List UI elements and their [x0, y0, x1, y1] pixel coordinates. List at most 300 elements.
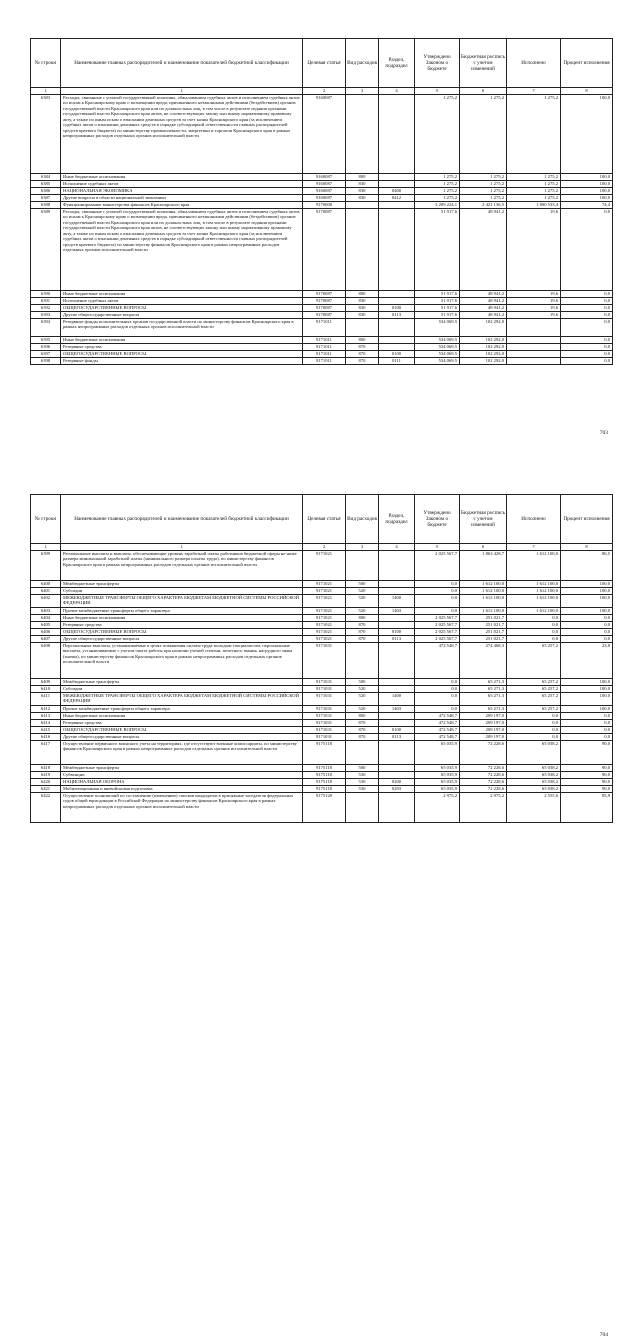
cell-name: Иные бюджетные ассигнования	[61, 173, 303, 180]
cell-exptype	[346, 94, 379, 173]
cell-spend: 1 275,2	[460, 187, 507, 194]
cell-percent: 0,0	[561, 311, 613, 318]
header-section: Раздел, подраздел	[379, 495, 415, 544]
cell-num: 6403	[31, 607, 61, 614]
header-percent: Процент исполнения	[561, 39, 613, 88]
cell-section	[379, 173, 415, 180]
cell-spend: 209 197,0	[460, 726, 507, 733]
table-row	[31, 792, 613, 822]
cell-section	[379, 614, 415, 621]
cell-name: Расходы, связанные с уплатой государственной пошлины, обжалованием судебных актов и исполнением судебных актов по искам к Красноярскому краю о возмещении вреда, причиненного незаконными действиями (бездействием) органов государственной власти Красноярского края или их должностных лиц, в том числе в результате издания органами государственной власти Красноярского края актов, не соответствующих закону или иному нормативному правовому акту, а также по иным искам о взыскании денежных средств за счет казны Красноярского края (за исключением судебных актов о взыскании денежных средств в порядке субсидиарной ответственности главных распорядителей средств краевого бюджета) по министерству промышленности, энергетики и торговли Красноярского края в рамках непрограммных расходов отдельных органов исполнительной власти	[61, 94, 303, 173]
cell-section	[379, 740, 415, 764]
cell-num: 6421	[31, 785, 61, 792]
cell-executed: 0,0	[507, 733, 561, 740]
cell-approved: 0,0	[415, 705, 460, 712]
cell-spend: 72 228,6	[460, 785, 507, 792]
colnum: 4	[379, 88, 415, 95]
table-row	[31, 194, 613, 201]
cell-approved: 534 069,5	[415, 350, 460, 357]
cell-approved: 65 035,9	[415, 778, 460, 785]
cell-name: Иные бюджетные ассигнования	[61, 290, 303, 297]
cell-target: 9171031	[303, 678, 346, 685]
table-header	[31, 39, 613, 95]
cell-exptype: 800	[346, 173, 379, 180]
cell-num: 6419	[31, 771, 61, 778]
cell-approved: 2 025 567,7	[415, 614, 460, 621]
cell-target: 9171011	[303, 336, 346, 343]
cell-executed: 0,0	[507, 719, 561, 726]
cell-target: 9160087	[303, 173, 346, 180]
cell-name: Другие общегосударственные вопросы	[61, 733, 303, 740]
cell-percent: 100,0	[561, 173, 613, 180]
cell-percent: 0,0	[561, 621, 613, 628]
cell-target: 9170087	[303, 311, 346, 318]
cell-target: 9175118	[303, 740, 346, 764]
cell-spend: 48 941,2	[460, 311, 507, 318]
cell-name: Прочие межбюджетные трансферты общего характера	[61, 705, 303, 712]
cell-num: 6390	[31, 290, 61, 297]
cell-percent: 86,5	[561, 550, 613, 580]
cell-target: 9171021	[303, 635, 346, 642]
cell-approved: 534 069,5	[415, 343, 460, 350]
cell-executed: 0,0	[507, 635, 561, 642]
cell-spend: 1 275,2	[460, 94, 507, 173]
cell-name: Прочие межбюджетные трансферты общего характера	[61, 607, 303, 614]
cell-approved: 1 275,2	[415, 180, 460, 187]
table-row	[31, 628, 613, 635]
header-target: Целевая статья	[303, 39, 346, 88]
cell-executed: 1 275,2	[507, 194, 561, 201]
cell-approved: 1 275,2	[415, 173, 460, 180]
cell-executed	[507, 357, 561, 364]
cell-approved: 534 069,5	[415, 318, 460, 336]
cell-percent: 0,0	[561, 297, 613, 304]
colnum: 1	[31, 544, 61, 551]
cell-exptype: 870	[346, 719, 379, 726]
table-row	[31, 304, 613, 311]
cell-executed: 65 257,2	[507, 692, 561, 705]
colnum: 7	[507, 544, 561, 551]
cell-section: 0100	[379, 350, 415, 357]
cell-name: Другие общегосударственные вопросы	[61, 635, 303, 642]
cell-name: ОБЩЕГОСУДАРСТВЕННЫЕ ВОПРОСЫ	[61, 726, 303, 733]
header-num: № строки	[31, 495, 61, 544]
cell-executed: 19,6	[507, 290, 561, 297]
cell-approved: 0,0	[415, 685, 460, 692]
cell-spend: 65 271,3	[460, 685, 507, 692]
cell-exptype: 530	[346, 785, 379, 792]
cell-num: 6412	[31, 705, 61, 712]
cell-percent: 0,0	[561, 304, 613, 311]
cell-section: 0100	[379, 628, 415, 635]
cell-approved: 65 035,9	[415, 771, 460, 778]
cell-section: 0113	[379, 733, 415, 740]
cell-section: 0113	[379, 311, 415, 318]
cell-exptype: 800	[346, 290, 379, 297]
cell-executed: 0,0	[507, 726, 561, 733]
cell-spend: 2 975,2	[460, 792, 507, 822]
cell-num: 6400	[31, 580, 61, 587]
cell-percent: 100,0	[561, 194, 613, 201]
cell-spend: 65 271,3	[460, 705, 507, 712]
cell-target: 9171011	[303, 350, 346, 357]
cell-percent: 90,0	[561, 778, 613, 785]
colnum: 3	[346, 544, 379, 551]
cell-executed: 1 275,2	[507, 180, 561, 187]
cell-executed: 65 038,2	[507, 785, 561, 792]
cell-section	[379, 792, 415, 822]
cell-section: 1403	[379, 607, 415, 614]
cell-exptype	[346, 550, 379, 580]
cell-approved: 65 035,9	[415, 740, 460, 764]
cell-section: 0200	[379, 778, 415, 785]
header-name: Наименование главных распорядителей и наименование показателей бюджетной классификации	[61, 39, 303, 88]
table-row	[31, 336, 613, 343]
table-row	[31, 180, 613, 187]
cell-section	[379, 685, 415, 692]
colnum: 2	[303, 544, 346, 551]
cell-executed: 1 275,2	[507, 187, 561, 194]
cell-approved: 472 548,7	[415, 733, 460, 740]
cell-section	[379, 94, 415, 173]
cell-percent: 100,0	[561, 607, 613, 614]
cell-percent: 100,0	[561, 678, 613, 685]
cell-executed: 19,6	[507, 297, 561, 304]
cell-spend: 251 021,7	[460, 628, 507, 635]
cell-percent: 23,8	[561, 642, 613, 678]
cell-percent: 74,4	[561, 201, 613, 208]
cell-executed: 65 038,2	[507, 778, 561, 785]
table-row	[31, 290, 613, 297]
cell-percent: 85,9	[561, 792, 613, 822]
table-row	[31, 343, 613, 350]
table-body	[31, 550, 613, 822]
cell-num: 6391	[31, 297, 61, 304]
table-row	[31, 607, 613, 614]
cell-spend: 1 863 428,7	[460, 550, 507, 580]
cell-spend: 1 275,2	[460, 180, 507, 187]
cell-percent: 90,0	[561, 764, 613, 771]
cell-exptype	[346, 318, 379, 336]
table-row	[31, 764, 613, 771]
cell-spend: 2 421 136,5	[460, 201, 507, 208]
cell-approved: 65 035,9	[415, 764, 460, 771]
header-target: Целевая статья	[303, 495, 346, 544]
cell-num: 6386	[31, 187, 61, 194]
cell-percent: 0,0	[561, 343, 613, 350]
page-number: 704	[599, 1332, 608, 1338]
table-row	[31, 621, 613, 628]
cell-percent: 0,0	[561, 318, 613, 336]
cell-approved: 2 025 567,7	[415, 635, 460, 642]
colnum: 6	[460, 544, 507, 551]
cell-target: 9171021	[303, 594, 346, 607]
cell-name: Другие вопросы в области национальной экономики	[61, 194, 303, 201]
cell-spend: 102 292,0	[460, 318, 507, 336]
cell-name: Резервные фонды исполнительных органов государственной власти по министерству финансов Красноярского края в рамках непрограммных расходов отдельных органов исполнительной власти	[61, 318, 303, 336]
cell-exptype: 870	[346, 357, 379, 364]
cell-name: НАЦИОНАЛЬНАЯ ЭКОНОМИКА	[61, 187, 303, 194]
cell-section	[379, 642, 415, 678]
cell-spend: 48 941,2	[460, 208, 507, 290]
cell-target: 9171031	[303, 726, 346, 733]
cell-num: 6406	[31, 628, 61, 635]
cell-num: 6413	[31, 712, 61, 719]
cell-section	[379, 580, 415, 587]
colnum: 4	[379, 544, 415, 551]
cell-spend: 65 271,3	[460, 678, 507, 685]
cell-target: 9170087	[303, 304, 346, 311]
colnum: 1	[61, 88, 303, 95]
cell-section	[379, 180, 415, 187]
cell-num: 6392	[31, 304, 61, 311]
cell-executed: 65 038,2	[507, 764, 561, 771]
cell-percent: 90,0	[561, 771, 613, 778]
cell-target: 9171031	[303, 712, 346, 719]
cell-name: Резервные средства	[61, 621, 303, 628]
cell-name: Иные бюджетные ассигнования	[61, 336, 303, 343]
table-row	[31, 778, 613, 785]
header-exptype: Вид расходов	[346, 495, 379, 544]
table-row	[31, 692, 613, 705]
cell-target: 9171031	[303, 733, 346, 740]
cell-approved: 2 025 567,7	[415, 550, 460, 580]
cell-name: Расходы, связанные с уплатой государственной пошлины, обжалованием судебных актов и исполнением судебных актов по искам к Красноярскому краю о возмещении вреда, причиненного незаконными действиями (бездействием) органов государственной власти Красноярского края или их должностных лиц, в том числе в результате издания органами государственной власти Красноярского края актов, не соответствующих закону или иному нормативному правовому акту, а также по иным искам о взыскании денежных средств за счет казны Красноярского края (за исключением судебных актов о взыскании денежных средств в порядке субсидиарной ответственности главных распорядителей средств краевого бюджета) по министерству финансов Красноярского края в рамках непрограммных расходов отдельных органов исполнительной власти	[61, 208, 303, 290]
cell-section	[379, 318, 415, 336]
cell-spend: 209 197,0	[460, 733, 507, 740]
cell-target: 9171021	[303, 614, 346, 621]
cell-num: 6420	[31, 778, 61, 785]
table-row	[31, 740, 613, 764]
cell-target: 9171031	[303, 685, 346, 692]
cell-exptype: 830	[346, 311, 379, 318]
cell-spend: 274 468,3	[460, 642, 507, 678]
document-page-704	[0, 452, 640, 1338]
cell-executed: 1 612 100,0	[507, 580, 561, 587]
cell-executed	[507, 343, 561, 350]
cell-approved: 0,0	[415, 678, 460, 685]
cell-percent: 0,0	[561, 208, 613, 290]
cell-spend: 1 275,2	[460, 173, 507, 180]
cell-num: 6401	[31, 587, 61, 594]
cell-exptype: 800	[346, 712, 379, 719]
table-row	[31, 201, 613, 208]
cell-executed: 19,6	[507, 304, 561, 311]
header-spend: Бюджетная роспись с учетом изменений	[460, 495, 507, 544]
cell-spend: 48 941,2	[460, 290, 507, 297]
cell-target: 9175118	[303, 778, 346, 785]
cell-section: 1400	[379, 692, 415, 705]
cell-executed: 65 257,2	[507, 705, 561, 712]
colnum: 8	[561, 544, 613, 551]
table-row	[31, 208, 613, 290]
cell-approved: 51 917,6	[415, 304, 460, 311]
cell-spend: 1 612 100,0	[460, 580, 507, 587]
cell-executed: 0,0	[507, 614, 561, 621]
table-row	[31, 297, 613, 304]
header-name: Наименование главных распорядителей и наименование показателей бюджетной классификации	[61, 495, 303, 544]
cell-exptype: 830	[346, 180, 379, 187]
cell-num: 6414	[31, 719, 61, 726]
cell-section: 0412	[379, 194, 415, 201]
cell-num: 6418	[31, 764, 61, 771]
cell-target: 9175118	[303, 764, 346, 771]
cell-name: Функционирование министерства финансов Красноярского края	[61, 201, 303, 208]
table-row	[31, 173, 613, 180]
cell-exptype: 500	[346, 678, 379, 685]
cell-spend: 72 228,6	[460, 778, 507, 785]
cell-name: Другие общегосударственные вопросы	[61, 311, 303, 318]
cell-spend: 209 197,0	[460, 712, 507, 719]
cell-exptype: 870	[346, 350, 379, 357]
cell-section	[379, 678, 415, 685]
cell-approved: 1 275,2	[415, 187, 460, 194]
cell-executed: 65 038,2	[507, 771, 561, 778]
table-row	[31, 587, 613, 594]
table-row	[31, 550, 613, 580]
cell-num: 6422	[31, 792, 61, 822]
cell-percent: 0,0	[561, 290, 613, 297]
table-row	[31, 635, 613, 642]
cell-executed: 65 257,2	[507, 678, 561, 685]
cell-executed: 19,6	[507, 208, 561, 290]
cell-section	[379, 297, 415, 304]
cell-target: 9170087	[303, 208, 346, 290]
cell-percent: 0,0	[561, 719, 613, 726]
cell-exptype	[346, 201, 379, 208]
table-row	[31, 726, 613, 733]
cell-approved: 0,0	[415, 692, 460, 705]
cell-approved: 0,0	[415, 587, 460, 594]
cell-section	[379, 550, 415, 580]
table-row	[31, 685, 613, 692]
cell-exptype	[346, 792, 379, 822]
cell-num: 6384	[31, 173, 61, 180]
cell-percent: 0,0	[561, 614, 613, 621]
cell-percent: 0,0	[561, 726, 613, 733]
cell-section	[379, 290, 415, 297]
colnum: 7	[507, 88, 561, 95]
cell-spend: 251 021,7	[460, 621, 507, 628]
cell-num: 6394	[31, 318, 61, 336]
cell-target: 9170000	[303, 201, 346, 208]
cell-percent: 90,0	[561, 740, 613, 764]
cell-percent: 100,0	[561, 587, 613, 594]
cell-spend: 251 021,7	[460, 614, 507, 621]
cell-section	[379, 201, 415, 208]
cell-target: 9171011	[303, 357, 346, 364]
cell-target: 9175118	[303, 771, 346, 778]
cell-approved: 1 275,2	[415, 94, 460, 173]
cell-exptype: 530	[346, 778, 379, 785]
cell-exptype	[346, 740, 379, 764]
cell-executed	[507, 318, 561, 336]
cell-target: 9171021	[303, 621, 346, 628]
cell-spend: 209 197,0	[460, 719, 507, 726]
table-row	[31, 187, 613, 194]
cell-percent: 100,0	[561, 94, 613, 173]
cell-num: 6395	[31, 336, 61, 343]
cell-num: 6417	[31, 740, 61, 764]
table-row	[31, 642, 613, 678]
colnum: 3	[346, 88, 379, 95]
cell-exptype: 870	[346, 343, 379, 350]
cell-num: 6388	[31, 201, 61, 208]
cell-section	[379, 336, 415, 343]
cell-approved: 472 548,7	[415, 642, 460, 678]
cell-target: 9170087	[303, 297, 346, 304]
cell-exptype	[346, 642, 379, 678]
cell-target: 9171031	[303, 692, 346, 705]
cell-num: 6397	[31, 350, 61, 357]
cell-spend: 251 021,7	[460, 635, 507, 642]
cell-exptype: 500	[346, 580, 379, 587]
cell-name: Иные бюджетные ассигнования	[61, 614, 303, 621]
cell-executed: 1 612 100,0	[507, 594, 561, 607]
cell-percent: 0,0	[561, 712, 613, 719]
cell-num: 6405	[31, 621, 61, 628]
cell-exptype: 830	[346, 187, 379, 194]
cell-approved: 0,0	[415, 580, 460, 587]
cell-name: Резервные фонды	[61, 357, 303, 364]
cell-spend: 1 612 100,0	[460, 587, 507, 594]
cell-target: 9171021	[303, 628, 346, 635]
cell-approved: 65 035,9	[415, 785, 460, 792]
cell-approved: 0,0	[415, 594, 460, 607]
cell-section: 0111	[379, 357, 415, 364]
cell-executed: 65 038,2	[507, 740, 561, 764]
table-row	[31, 594, 613, 607]
cell-name: Межбюджетные трансферты	[61, 678, 303, 685]
cell-section: 0100	[379, 304, 415, 311]
cell-num: 6410	[31, 685, 61, 692]
cell-spend: 1 275,2	[460, 194, 507, 201]
cell-percent: 100,0	[561, 705, 613, 712]
cell-num: 6399	[31, 550, 61, 580]
cell-name: Иные бюджетные ассигнования	[61, 712, 303, 719]
cell-executed: 65 257,2	[507, 642, 561, 678]
colnum: 1	[31, 88, 61, 95]
cell-exptype: 830	[346, 194, 379, 201]
header-spend: Бюджетная роспись с учетом изменений	[460, 39, 507, 88]
header-executed: Исполнено	[507, 495, 561, 544]
table-row	[31, 771, 613, 778]
header-executed: Исполнено	[507, 39, 561, 88]
cell-spend: 48 941,2	[460, 304, 507, 311]
cell-name: Исполнение судебных актов	[61, 180, 303, 187]
cell-approved: 2 025 567,7	[415, 628, 460, 635]
header-approved: Утверждено Законом о бюджете	[415, 39, 460, 88]
cell-exptype: 800	[346, 336, 379, 343]
cell-name: НАЦИОНАЛЬНАЯ ОБОРОНА	[61, 778, 303, 785]
table-body	[31, 94, 613, 364]
cell-section	[379, 208, 415, 290]
cell-name: Осуществление полномочий по составлению (изменению) списков кандидатов в присяжные заседатели федеральных судов общей юрисдикции в Российской Федерации по министерству финансов Красноярского края в рамках непрограммных расходов отдельных органов исполнительной власти	[61, 792, 303, 822]
cell-percent: 90,0	[561, 785, 613, 792]
cell-target: 9160087	[303, 194, 346, 201]
colnum: 5	[415, 88, 460, 95]
cell-executed: 0,0	[507, 712, 561, 719]
cell-approved: 2 025 567,7	[415, 621, 460, 628]
cell-percent: 0,0	[561, 350, 613, 357]
cell-approved: 472 548,7	[415, 712, 460, 719]
cell-exptype: 520	[346, 685, 379, 692]
cell-approved: 51 917,6	[415, 297, 460, 304]
cell-section: 1400	[379, 594, 415, 607]
table-row	[31, 580, 613, 587]
page-number: 703	[599, 430, 608, 436]
table-row	[31, 94, 613, 173]
